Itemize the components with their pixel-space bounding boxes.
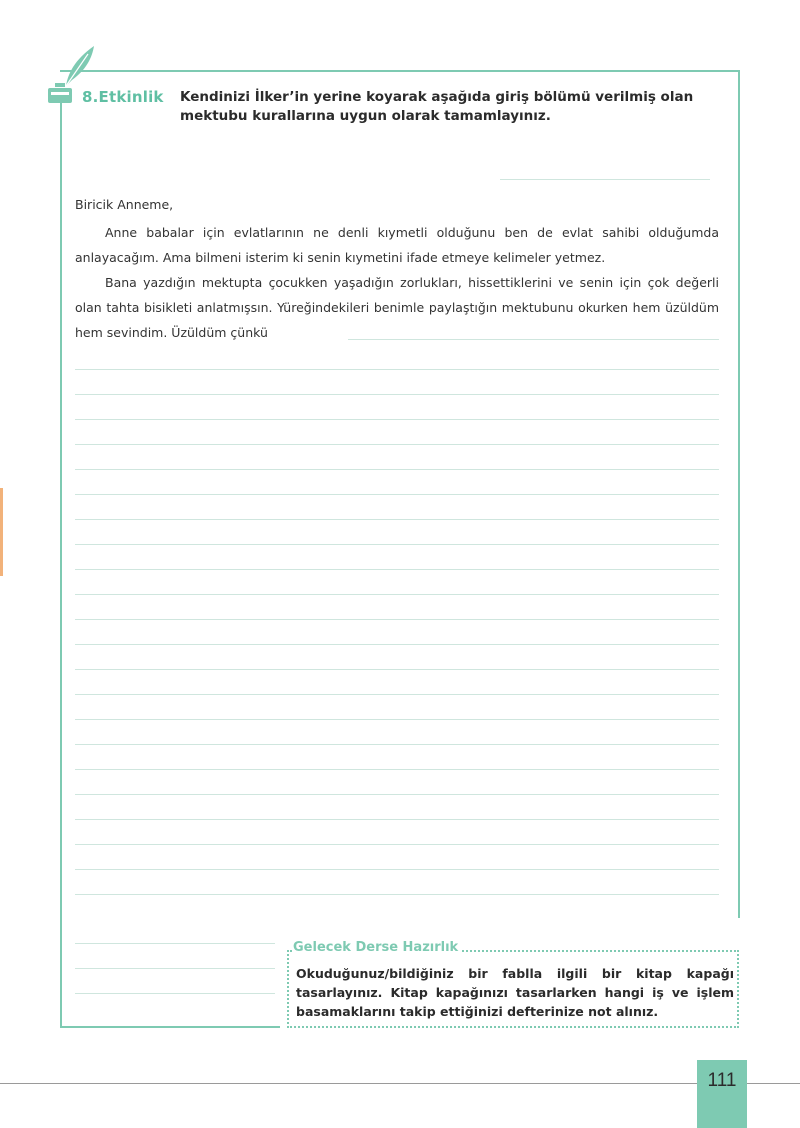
preparation-text: Okuduğunuz/bildiğiniz bir fablla ilgili bir kitap kapağı tasarlayınız. Kitap kapağınızı tasarlarken hangi iş ve işlem basamaklarını takip ettiğinizi defterinize not alınız. [296, 966, 734, 1019]
frame-left-border [60, 92, 62, 1028]
writing-line[interactable] [75, 769, 719, 770]
writing-line[interactable] [75, 369, 719, 370]
frame-top-border [60, 70, 740, 72]
writing-line[interactable] [75, 419, 719, 420]
letter-paragraph-2: Bana yazdığın mektupta çocukken yaşadığın zorlukları, hissettiklerini ve senin için çok değerli olan tahta bisikleti anlatmışsın. Yüreğindekileri benimle paylaştığın mektubunu okurken hem üzüldüm hem sevindim. Üzüldüm çünkü [75, 275, 719, 340]
writing-line[interactable] [75, 894, 719, 895]
writing-line[interactable] [75, 869, 719, 870]
writing-line[interactable] [75, 494, 719, 495]
writing-line[interactable] [75, 744, 719, 745]
writing-line[interactable] [75, 544, 719, 545]
activity-number: 8.Etkinlik [82, 88, 164, 106]
writing-line-continuation[interactable] [348, 339, 719, 340]
writing-line[interactable] [75, 844, 719, 845]
writing-line[interactable] [75, 943, 275, 944]
writing-line[interactable] [75, 519, 719, 520]
writing-line[interactable] [75, 694, 719, 695]
date-blank-line[interactable] [500, 179, 710, 180]
frame-bottom-border [60, 1026, 280, 1028]
writing-line[interactable] [75, 819, 719, 820]
page-number: 111 [707, 1070, 737, 1091]
writing-line[interactable] [75, 394, 719, 395]
writing-line[interactable] [75, 968, 275, 969]
writing-line[interactable] [75, 444, 719, 445]
writing-line[interactable] [75, 619, 719, 620]
writing-line[interactable] [75, 469, 719, 470]
side-edge-mark [0, 488, 3, 576]
writing-line[interactable] [75, 669, 719, 670]
writing-line[interactable] [75, 993, 275, 994]
preparation-title: Gelecek Derse Hazırlık [293, 940, 462, 955]
writing-line[interactable] [75, 644, 719, 645]
letter-paragraph-1: Anne babalar için evlatlarının ne denli kıymetli olduğunu ben de evlat sahibi olduğumda anlayacağım. Ama bilmeni isterim ki senin kıymetini ifade etmeye kelimeler yetmez. [75, 225, 719, 265]
inkpot-icon [46, 82, 74, 104]
writing-line[interactable] [75, 719, 719, 720]
footer-line [0, 1083, 800, 1084]
writing-line[interactable] [75, 594, 719, 595]
writing-line[interactable] [75, 794, 719, 795]
frame-right-border [738, 70, 740, 918]
letter-greeting: Biricik Anneme, [75, 197, 174, 212]
writing-line[interactable] [75, 569, 719, 570]
activity-instruction: Kendinizi İlker’in yerine koyarak aşağıda giriş bölümü verilmiş olan mektubu kurallarına uygun olarak tamamlayınız. [180, 89, 694, 124]
